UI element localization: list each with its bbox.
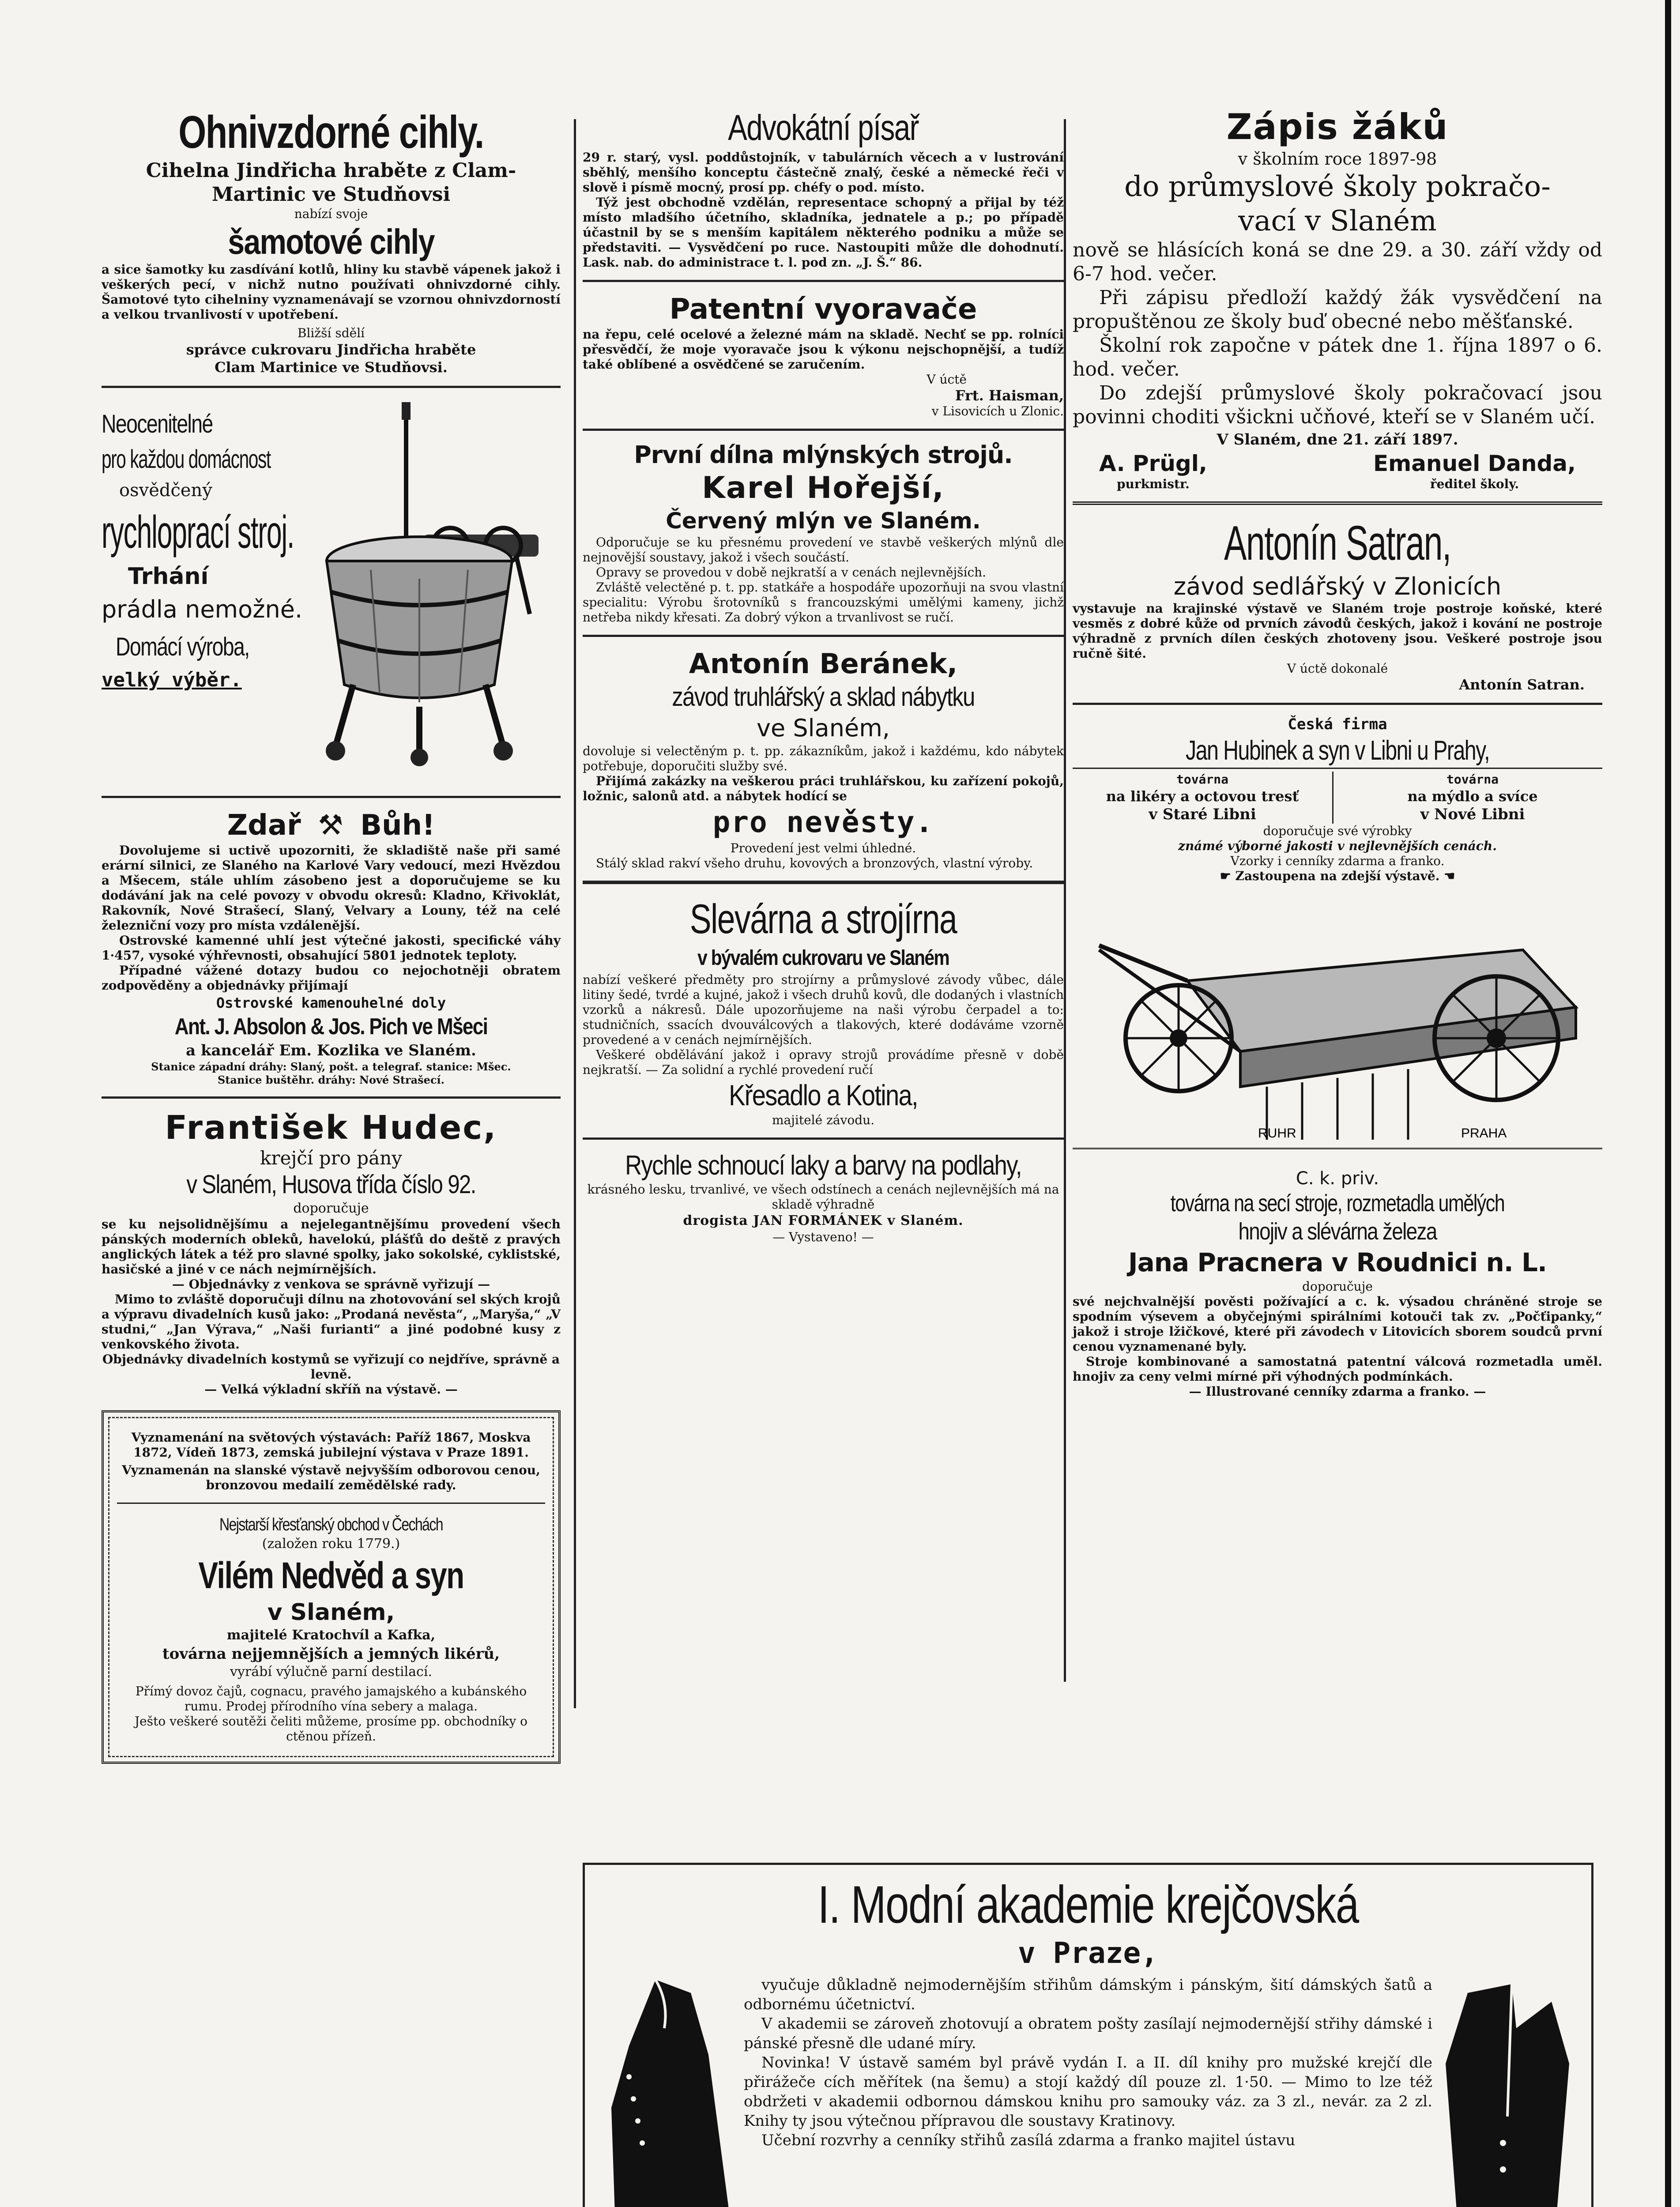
zdar-title	[102, 808, 561, 843]
divider	[102, 386, 561, 388]
satran-name: Antonín Satran,	[1224, 516, 1451, 570]
slevarna-owners-sub: majitelé závodu.	[772, 1113, 875, 1127]
satran-p1: vystavuje na krajinské výstavě ve Slaném troje postroje koňské, které vesměs z dobré kůže od prvních závodů českých, jakož i kování ne postroje výhradně z prvních dílen českých zhotoveny jsou. Veškeré postroje jsou ručně šité.	[1073, 601, 1602, 661]
nedved-town: v Slaném,	[267, 1599, 395, 1626]
stroj-line-1: Neocenitelné	[102, 410, 213, 438]
ad-jan-pracner	[1073, 893, 1602, 1399]
kratina-city: v Praze,	[1018, 1936, 1158, 1970]
hudec-p2: — Objednávky z venkova se správně vyřizují —	[172, 1277, 490, 1292]
contact-line-1: správce cukrovaru Jindřicha hraběte	[186, 341, 476, 358]
stroj-line-2: pro každou domácnost	[102, 445, 271, 474]
machine-label-2: PRAHA	[1461, 1126, 1507, 1141]
ad-antonin-beranek	[583, 647, 1064, 871]
nedved-product: vyrábí výlučně parní destilací.	[230, 1664, 432, 1680]
firm-line-1: Cihelna Jindřicha hraběte z Clam-	[146, 159, 516, 182]
hubinek-left-3: v Staré Libni	[1149, 806, 1256, 823]
zapis-sign-1: A. Prügl,	[1099, 451, 1207, 476]
nedved-oldest: Nejstarší křesťanský obchod v Čechách	[219, 1515, 443, 1534]
slevarna-p1: nabízí veškeré předměty pro strojírny a průmyslové závody vůbec, dále litiny šedé, tvrdé a kujné, jakož i všech druhů kovů, dle dodaných i vlastních vzorků a nákresů. Dále upozorňujeme na naši výrobu čerpadel a to: studničních, ssacích dvouválcových a tlakových, které dodáváme vzorně provedené a v cenách nejmírnějších.	[583, 972, 1064, 1047]
nedved-owners: majitelé Kratochvíl a Kafka,	[226, 1627, 436, 1643]
machine-label-1: RUHR	[1258, 1126, 1296, 1141]
nedved-awards-1: Vyznamenání na světových výstavách: Paříž 1867, Moskva 1872, Vídeň 1873, zemská jubilejní výstava v Praze 1891.	[131, 1430, 531, 1460]
ad-zdar-buh	[102, 808, 561, 1087]
hudec-p5: — Velká výkladní skříň na výstavě. —	[204, 1382, 458, 1397]
kratina-p1: vyučuje důkladně nejmodernějším střihům dámským i pánským, šití dámských šatů a odbornému účetnictví.	[744, 1976, 1432, 2013]
hubinek-right-3: v Nové Libni	[1420, 806, 1525, 823]
vyoravace-sign-1: Frt. Haisman,	[955, 387, 1064, 404]
divider	[1073, 703, 1602, 705]
info-line: Bližší sdělí	[297, 326, 365, 340]
laky-seller: drogista JAN FORMÁNEK v Slaném.	[683, 1213, 964, 1228]
hubinek-left-2: na likéry a octovou tresť	[1106, 788, 1299, 805]
pracner-p3: — Illustrované cenníky zdarma a franko. —	[1189, 1384, 1486, 1399]
beranek-p2: Přijímá zakázky na veškerou práci truhlářskou, ku zařízení pokojů, ložnic, salonů atd. a nábytek hodící se	[583, 774, 1064, 803]
divider	[583, 881, 1064, 884]
nedved-founded: (založen roku 1779.)	[262, 1536, 400, 1552]
pracner-title-2: hnojiv a slévárna železa	[1238, 1218, 1437, 1245]
hubinek-p4-line	[1073, 869, 1602, 884]
column-3	[1073, 106, 1602, 1399]
stroj-line-7: Domácí výroba,	[116, 633, 249, 661]
pisar-p1: 29 r. starý, vysl. poddůstojník, v tabulárních věcech a v lustrování sběhlý, menšího konceptu částečně znalý, české a německé řeči v slově i písmě mocný, prosí pp. chéfy o pod. místo.	[583, 150, 1064, 195]
horejsi-p2: Opravy se provedou v době nejkratší a v cenách nejlevnějších.	[596, 565, 987, 580]
hubinek-p1: doporučuje své výrobky	[1263, 824, 1412, 838]
zapis-sign-2-role: ředitel školy.	[1430, 477, 1519, 491]
horejsi-p1: Odporučuje se ku přesnému provedení ve stavbě veškerých mlýnů dle nejnovější soustavy, jakož i všech součástí.	[583, 535, 1064, 565]
zdar-p2: Ostrovské kamenné uhlí jest výtečné jakosti, specifické váhy 1·457, vysoké výhřevnosti, obsahující 5801 jednotek teploty.	[102, 933, 561, 963]
ad-body: a sice šamotky ku zasdívání kotlů, hliny ku stavbě vápenek jakož i veškerých pecí, v nichž nutno používati ohnivzdorné cihly. Šamotové tyto cihelniny vyznamenávají se vzornou ohnivzdorností a velkou trvanlivostí v upotřebení.	[102, 262, 561, 322]
horejsi-name: Karel Hořejší,	[702, 471, 945, 505]
ad-ohnivzdorne-cihly	[102, 106, 561, 376]
zdar-works: Ostrovské kamenouhelné doly	[216, 994, 446, 1011]
kratina-p2: V akademii se zároveň zhotovují a obratem pošty zasílají nejmodernější střihy dámské i pánské přesně dle udané míry.	[744, 2015, 1432, 2052]
product-name: šamotové cihly	[228, 222, 434, 261]
nedved-awards-2: Vyznamenán na slanské výstavě nejvyšším odborovou cenou, bronzovou medailí zemědělské rady.	[122, 1463, 540, 1492]
ad-laky	[583, 1149, 1064, 1245]
kratina-p3: Novinka! V ústavě samém byl právě vydán I. a II. díl knihy pro mužské krejčí dle přirážeče cích měřítek (na šemu) a stojí každý díl pouze zl. 1·50. — Mimo to lze též obdržeti v akademii odbornou dámskou knihu pro samouky váz. za 3 zl., nevár. za 2 zl. Knihy ty jsou výtečnou přípravou dle soustavy Kratinovy.	[744, 2054, 1432, 2130]
washing-machine-illustration	[318, 402, 556, 773]
satran-sign: Antonín Satran.	[1459, 676, 1585, 693]
satran-firm: závod sedlářský v Zlonicích	[1173, 572, 1502, 600]
zapis-p2: Při zápisu předloží každý žák vysvědčení na propuštěnou ze školy buď obecné nebo měšťanské.	[1073, 286, 1602, 333]
hudec-p3: Mimo to zvláště doporučuji dílnu na zhotovování sel ských krojů a výpravu divadelních kusů jako: „Prodaná nevěsta“, „Maryša,“ „V studni,“ „Jan Výrava,“ „Naši furianti“ a jiné podobné kusy z venkovského života.	[102, 1292, 561, 1352]
nedved-p2: Ješto veškeré soutěži čeliti můžeme, prosíme pp. obchodníky o ctěnou přízeň.	[134, 1714, 528, 1744]
hubinek-p4: Zastoupena na zdejší výstavě.	[1235, 869, 1440, 883]
hubinek-name: Jan Hubinek a syn v Libni u Prahy,	[1185, 735, 1489, 766]
beranek-firm: závod truhlářský a sklad nábytku	[672, 682, 975, 712]
zdar-p3: Případné vážené dotazy budou co nejochotněji obratem zodpověděny a objednávky přijímají	[102, 963, 561, 993]
zapis-date: V Slaném, dne 21. září 1897.	[1217, 431, 1458, 448]
vyoravace-sign-2: v Lisovicích u Zlonic.	[931, 404, 1064, 418]
zdar-p1: Dovolujeme si uctivě upozorniti, že skladiště naše při samé erární silnici, ze Slaného na Karlové Vary vedoucí, mezi Hvězdou a Mšecem, stále uhlím zásobeno jest a doporučujeme se ku dodávání jak na celé povozy v obvodu okresů: Kladno, Křivoklát, Rakovník, Nové Strašecí, Slaný, Velvary a Louny, též na celé železniční vozy pro místa vzdálenější.	[102, 843, 561, 933]
zdar-station-1: Stanice západní dráhy: Slaný, pošt. a telegraf. stanice: Mšec.	[151, 1060, 511, 1073]
hudec-trade: krejčí pro pány	[260, 1147, 402, 1169]
ad-advokatni-pisar	[583, 106, 1064, 270]
zapis-p3: Školní rok započne v pátek dne 1. října 1897 o 6. hod. večer.	[1073, 334, 1602, 380]
hubinek-right-2: na mýdlo a svíce	[1407, 788, 1538, 805]
divider	[583, 429, 1064, 431]
stroj-line-3: osvědčený	[119, 480, 212, 501]
slevarna-place: v bývalém cukrovaru ve Slaném	[697, 946, 949, 970]
zapis-sign-1-role: purkmistr.	[1116, 477, 1190, 491]
beranek-p1: dovoluje si velectěným p. t. pp. zákazníkům, jakož i každému, kdo nábytek potřebuje, doporučiti služby své.	[583, 744, 1064, 773]
horejsi-title: První dílna mlýnských strojů.	[634, 441, 1013, 469]
hudec-p1: se ku nejsolidnějšímu a nejelegantnějšímu provedení všech pánských moderních obleků, havelokú, plášťů do deště z pravých anglických látek a též pro slavné spolky, jako sokolské, cyklistské, hasičské a jiné v ce nách nejmírnějších.	[102, 1217, 561, 1277]
hubinek-left-1: továrna	[1176, 772, 1228, 787]
slevarna-title: Slevárna a strojírna	[689, 896, 957, 942]
ad-slevarna	[583, 894, 1064, 1128]
zdar-station-2: Stanice buštěhr. dráhy: Nové Strašecí.	[217, 1073, 445, 1086]
hammer-pick-icon: ⚒	[318, 809, 343, 842]
hudec-p4: Objednávky divadelních kostymů se vyřizují co nejdříve, správně a levně.	[102, 1352, 560, 1382]
divider	[1073, 501, 1602, 505]
kratina-p4: Učební rozvrhy a cenníky střihů zasílá zdarma a franko majitel ústavu	[761, 2132, 1296, 2149]
pracner-p1: své nejchvalnější pověsti požívající a c. k. výsadou chráněné stroje se spodním výsevem a obyčejnými spirálními kotouči tak zv. „Počťipanky,“ jakož i stroje lžičkové, které při závodech v Litovicích sborem soudců první cenou vyznamenané byly.	[1073, 1294, 1602, 1354]
beranek-town: ve Slaném,	[757, 714, 890, 742]
stroj-line-5: Trhání	[128, 563, 209, 590]
vyoravace-greet: V úctě	[927, 372, 967, 387]
stroj-line-8: velký výběr.	[102, 669, 242, 691]
laky-title: Rychle schnoucí laky a barvy na podlahy,	[625, 1150, 1021, 1181]
stroj-line-4: rychloprací stroj.	[102, 507, 294, 558]
divider	[102, 796, 561, 798]
pointing-hand-right-icon: ☚	[1444, 869, 1455, 883]
hubinek-factories	[1073, 768, 1602, 824]
ad-rychlopraci-stroj	[102, 398, 561, 786]
divider	[117, 1503, 545, 1504]
zdar-owners: Ant. J. Absolon & Jos. Pich ve Mšeci	[174, 1014, 488, 1039]
seed-drill-illustration	[1073, 893, 1602, 1166]
zapis-title: Zápis žáků	[1226, 106, 1449, 147]
column-2	[583, 106, 1064, 1245]
zapis-sign-2: Emanuel Danda,	[1373, 451, 1576, 476]
zapis-p1: nově se hlásících koná se dne 29. a 30. září vždy od 6-7 hod. večer.	[1073, 239, 1602, 285]
pracner-p2: Stroje kombinované a samostatná patentní válcová rozmetadla uměl. hnojiv za ceny velmi mírné při výhodných podmínkách.	[1073, 1354, 1602, 1384]
kratina-title: I. Modní akademie krejčovská	[817, 1875, 1359, 1934]
laky-p1: krásného lesku, trvanlivé, ve všech odstínech a cenách nejlevnějších má na skladě výhradně	[587, 1182, 1059, 1212]
jacket-pattern-illustration	[1441, 1975, 1574, 2207]
ad-frantisek-hudec	[102, 1108, 561, 1397]
zdar-word: Zdař	[227, 809, 301, 842]
stroj-line-6: prádla nemožné.	[102, 595, 303, 623]
ad-modni-akademie	[583, 1863, 1593, 2207]
vyoravace-p1: na řepu, celé ocelové a železné mám na skladě. Nechť se pp. rolníci přesvědčí, že moje vyoravače jsou k výkonu nejschopnější, a tudíž také oblíbené a osvědčené se zaručením.	[583, 327, 1064, 372]
zapis-school-1: do průmyslové školy pokračo-	[1124, 170, 1551, 203]
satran-greet: V úctě dokonalé	[1287, 661, 1388, 676]
ad-patentni-vyoravace	[583, 292, 1064, 419]
slevarna-p2: Veškeré obdělávání jakož i opravy strojů provádíme přesně v době nejkratší. — Za solidní a rychlé provedení ručí	[583, 1047, 1064, 1077]
hubinek-right-1: továrna	[1446, 772, 1499, 787]
ad-antonin-satran	[1073, 515, 1602, 693]
nedved-factory: továrna nejjemnějších a jemných likérů,	[162, 1645, 500, 1663]
contact-line-2: Clam Martinice ve Studňovsi.	[215, 359, 448, 376]
hudec-name: František Hudec,	[165, 1109, 497, 1147]
divider	[583, 1137, 1064, 1140]
zapis-signatures	[1073, 450, 1602, 492]
beranek-p4: Stálý sklad rakví všeho druhu, kovových a bronzových, vlastní výroby.	[596, 856, 1033, 870]
offer-text: nabízí svoje	[294, 207, 368, 221]
column-rule-left	[574, 119, 576, 1708]
column-rule-right	[1064, 119, 1066, 1682]
laky-exhibit: — Vystaveno! —	[772, 1230, 874, 1244]
hubinek-p2: známé výborné jakosti v nejlevnějších cenách.	[1178, 839, 1497, 853]
hubinek-p3: Vzorky i cenníky zdarma a franko.	[1230, 854, 1445, 868]
firm-line-2: Martinic ve Studňovsi	[211, 183, 451, 206]
ad-vilem-nedved	[102, 1410, 561, 1764]
slevarna-owners: Křesadlo a Kotina,	[729, 1079, 918, 1111]
zapis-year: v školním roce 1897-98	[1238, 149, 1437, 169]
dress-pattern-illustration	[603, 1975, 735, 2207]
column-1	[102, 106, 561, 1764]
divider	[102, 1096, 561, 1099]
pointing-hand-left-icon: ☛	[1220, 869, 1231, 883]
ad-title: Ohnivzdorné cihly.	[178, 107, 484, 158]
beranek-brides: pro nevěsty.	[712, 805, 934, 839]
ad-jan-hubinek	[1073, 715, 1602, 884]
beranek-p3: Provedení jest velmi úhledné.	[730, 841, 916, 855]
buh-word: Bůh!	[360, 809, 435, 842]
page-edge-shadow	[1665, 0, 1671, 2207]
pisar-p2: Týž jest obchodně vzdělán, representace schopný a přijal by též místo mladšího účetního, skladníka, jednatele a p.; po případě účastnil by se s menším kapitálem některého podniku a může se představiti. — Vysvědčení po ruce. Nastoupiti může dle dohodnutí. Lask. nab. do administrace t. l. pod zn. „J. Š.“ 86.	[583, 195, 1064, 270]
horejsi-p3: Zvláště velectěné p. t. pp. statkáře a hospodáře upozorňuji na svou vlastní specialitu: Výrobu šrotovníků s francouzskými umělými kameny, jichž netřeba nikdy křesati. Za dobrý výkon a trvanlivost se ručí.	[583, 580, 1064, 625]
ad-zapis-zaku	[1073, 106, 1602, 492]
pracner-priv: C. k. priv.	[1296, 1168, 1379, 1189]
beranek-name: Antonín Beránek,	[689, 648, 958, 680]
zapis-p4: Do zdejší průmyslové školy pokračovací jsou povinni choditi všickni učňové, kteří se v Slaném učí.	[1073, 382, 1602, 428]
hudec-rec: doporučuje	[293, 1201, 369, 1216]
horejsi-place: Červený mlýn ve Slaném.	[666, 508, 981, 534]
pisar-title: Advokátní písař	[728, 108, 919, 148]
pracner-rec: doporučuje	[1302, 1279, 1373, 1294]
zapis-school-2: vací v Slaném	[1238, 205, 1437, 237]
zdar-office: a kancelář Em. Kozlika ve Slaném.	[186, 1042, 476, 1059]
ad-karel-horejsi	[583, 441, 1064, 625]
divider	[583, 635, 1064, 637]
vyoravace-title: Patentní vyoravače	[669, 293, 977, 326]
nedved-name: Vilém Nedvěd a syn	[198, 1555, 464, 1596]
nedved-p1: Přímý dovoz čajů, cognacu, pravého jamajského a kubánského rumu. Prodej přírodního vína sebery a malaga.	[135, 1684, 527, 1714]
pracner-name: Jana Pracnera v Roudnici n. L.	[1128, 1247, 1547, 1277]
hubinek-label: Česká firma	[1288, 716, 1387, 733]
hudec-address: v Slaném, Husova třída číslo 92.	[186, 1170, 476, 1199]
divider	[583, 280, 1064, 282]
pracner-title-1: továrna na secí stroje, rozmetadla umělých	[1170, 1190, 1505, 1216]
